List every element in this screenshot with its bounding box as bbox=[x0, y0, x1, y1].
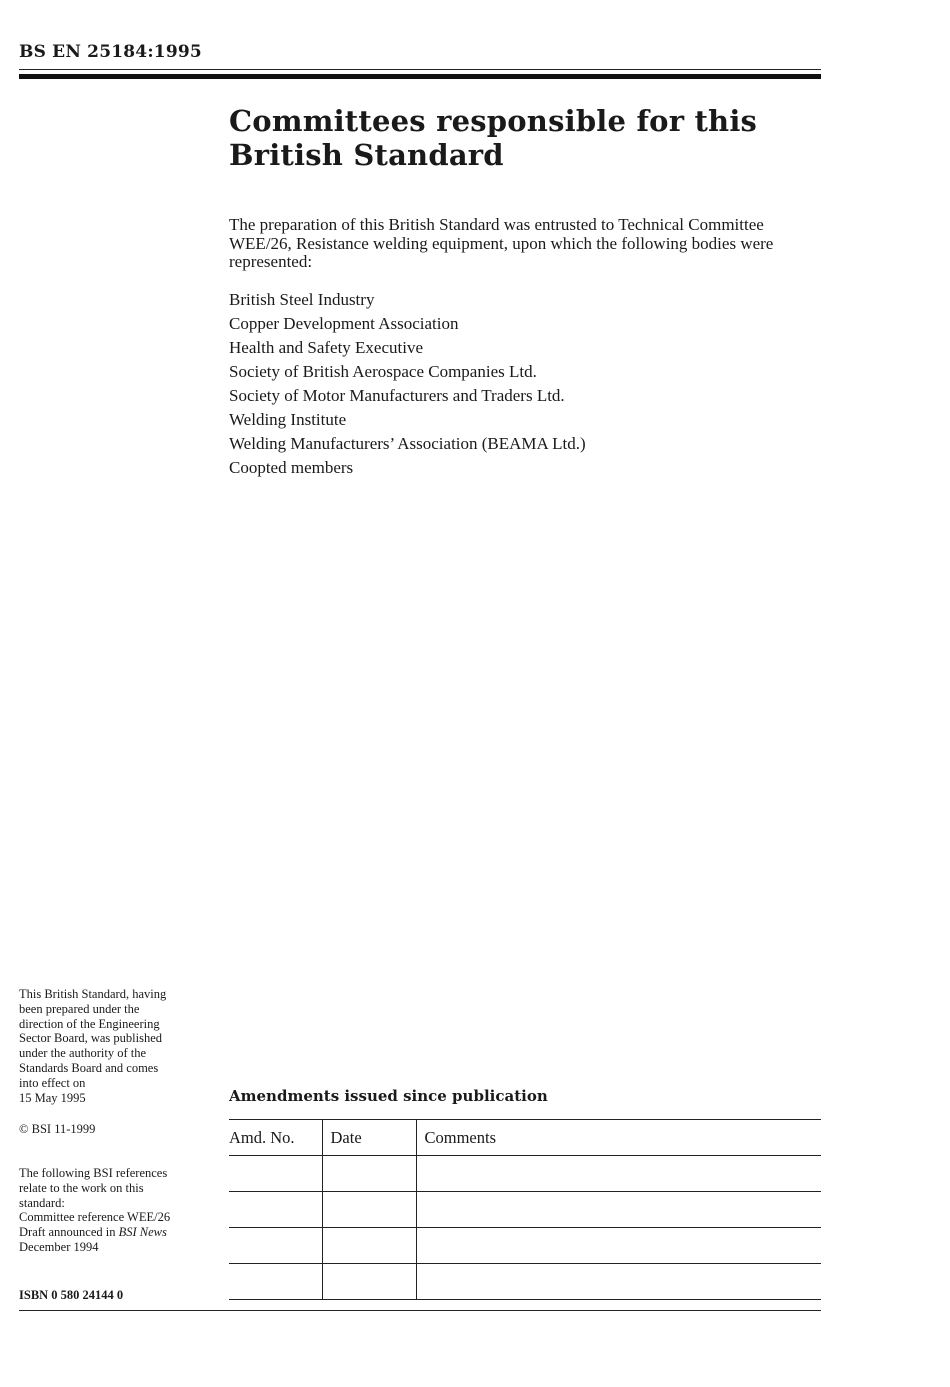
publication-note-line: been prepared under the bbox=[19, 1001, 140, 1016]
table-cell bbox=[416, 1264, 821, 1300]
column-header-date: Date bbox=[322, 1120, 416, 1156]
publication-note-line: This British Standard, having bbox=[19, 987, 167, 1001]
copyright-text: © BSI 11-1999 bbox=[19, 1122, 96, 1136]
copyright-notice bbox=[19, 1122, 219, 1137]
table-row bbox=[229, 1192, 821, 1228]
amendments-title: Amendments issued since publication bbox=[229, 1087, 548, 1105]
footer-rule bbox=[19, 1310, 821, 1311]
list-item: British Steel Industry bbox=[229, 290, 375, 309]
column-header-amd-no: Amd. No. bbox=[229, 1120, 322, 1156]
list-item: Welding Institute bbox=[229, 410, 347, 429]
committee-reference: Committee reference WEE/26 bbox=[19, 1210, 171, 1225]
table-header-row bbox=[229, 1120, 821, 1156]
table-cell bbox=[416, 1228, 821, 1264]
header-rule-thin bbox=[19, 69, 821, 70]
page-title bbox=[229, 104, 824, 172]
publication-note-line: under the authority of the bbox=[19, 1046, 147, 1061]
table-cell bbox=[416, 1156, 821, 1192]
list-item: Welding Manufacturers’ Association (BEAMA Ltd.) bbox=[229, 434, 586, 453]
isbn-block bbox=[19, 1288, 219, 1303]
table-row bbox=[229, 1156, 821, 1192]
table-cell bbox=[229, 1264, 322, 1300]
table-row bbox=[229, 1228, 821, 1264]
publication-note-line: Sector Board, was published bbox=[19, 1031, 163, 1046]
header-rule-thick bbox=[19, 74, 821, 79]
bsi-references bbox=[19, 1166, 219, 1255]
document-id: BS EN 25184:1995 bbox=[19, 42, 202, 62]
list-item: Society of Motor Manufacturers and Traders Ltd. bbox=[229, 386, 565, 405]
draft-announcement-date: December 1994 bbox=[19, 1239, 99, 1254]
represented-bodies-list bbox=[229, 288, 824, 480]
publication-note-line: into effect on bbox=[19, 1075, 86, 1090]
column-header-comments: Comments bbox=[416, 1120, 821, 1156]
references-line: relate to the work on this bbox=[19, 1180, 144, 1195]
table-cell bbox=[416, 1192, 821, 1228]
publication-note bbox=[19, 987, 219, 1105]
table-cell bbox=[229, 1228, 322, 1264]
table-cell bbox=[322, 1192, 416, 1228]
page-title-line-1: Committees responsible for this bbox=[229, 104, 758, 138]
references-line: standard: bbox=[19, 1195, 65, 1210]
list-item: Health and Safety Executive bbox=[229, 338, 424, 357]
bsi-news-title: BSI News bbox=[118, 1225, 167, 1240]
table-cell bbox=[229, 1156, 322, 1192]
table-cell bbox=[322, 1264, 416, 1300]
amendments-table bbox=[229, 1119, 821, 1300]
list-item: Copper Development Association bbox=[229, 314, 459, 333]
isbn: ISBN 0 580 24144 0 bbox=[19, 1288, 124, 1302]
table-cell bbox=[322, 1228, 416, 1264]
table-row bbox=[229, 1264, 821, 1300]
table-cell bbox=[322, 1156, 416, 1192]
references-line: The following BSI references bbox=[19, 1166, 168, 1180]
publication-note-line: 15 May 1995 bbox=[19, 1090, 86, 1105]
page-title-line-2: British Standard bbox=[229, 138, 504, 172]
draft-announcement-prefix: Draft announced in bbox=[19, 1225, 119, 1240]
publication-note-line: Standards Board and comes bbox=[19, 1060, 159, 1075]
intro-paragraph: The preparation of this British Standard was entrusted to Technical Committee WEE/26, Resistance welding equipment, upon which the following bodies were represented: bbox=[229, 215, 774, 271]
publication-note-line: direction of the Engineering bbox=[19, 1016, 160, 1031]
list-item: Society of British Aerospace Companies Ltd. bbox=[229, 362, 537, 381]
draft-announcement bbox=[19, 1225, 219, 1240]
list-item: Coopted members bbox=[229, 458, 354, 477]
table-cell bbox=[229, 1192, 322, 1228]
